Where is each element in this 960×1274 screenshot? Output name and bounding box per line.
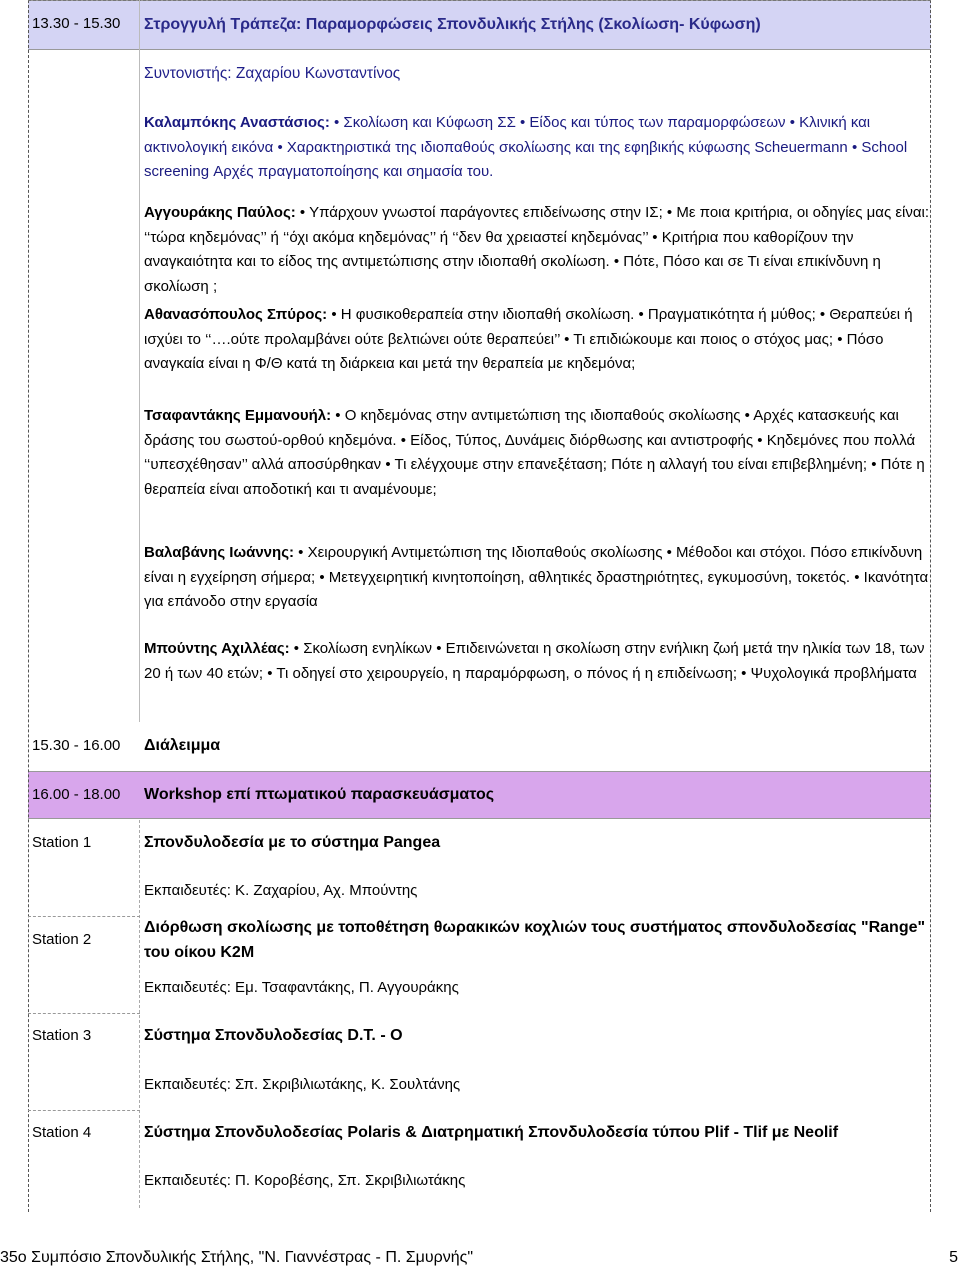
workshop-time: 16.00 - 18.00 <box>32 786 121 803</box>
talk-text: • Υπάρχουν γνωστοί παράγοντες επιδείνωσης στην ΙΣ; • Με ποια κριτήρια, οι οδηγίες μας είναι: ‘‘τώρα κηδεμόνας’’ ή ‘‘όχι ακόμα κηδεμόνας’’ ή ‘‘δεν θα χρειαστεί κηδεμόνας’’ • Κριτήρια που καθορίζουν την αναγκαιότητα και το είδος της αντιμετώπισης στην ιδιοπαθή σκολίωση. • Πότε, Πόσο και σε Τι είναι επικίνδυνη η σκολίωση ; <box>144 204 930 295</box>
talk-text: • Η φυσικοθεραπεία στην ιδιοπαθή σκολίωση. • Πραγματικότητα ή μύθος; • Θεραπεύει ή ισχύει το ‘‘….ούτε προλαμβάνει ούτε βελτιώνει ούτε θεραπεύει’’ • Τι επιδιώκουμε και ποιος ο στόχος μας; • Πόσο αναγκαία είναι η Φ/Θ κατά τη διάρκεια και μετά την θεραπεία με κηδεμόνα; <box>144 306 913 372</box>
station-divider <box>28 916 140 917</box>
talk-text: • Ο κηδεμόνας στην αντιμετώπιση της ιδιοπαθούς σκολίωσης • Αρχές κατασκευής και δράσης του σωστού-ορθού κηδεμόνα. • Είδος, Τύπος, Δυνάμεις διόρθωσης και αντιστροφής • Κηδεμόνες που πολλά ‘‘υπεσχέθησαν’’ αλλά αποσύρθηκαν • Τι ελέγχουμε στην επανεξέταση; Πότε η αλλαγή του είναι επιβεβλημένη; • Πότε η θεραπεία είναι αποδοτική και τι αναμένουμε; <box>144 407 925 498</box>
session-coordinator: Συντονιστής: Ζαχαρίου Κωνσταντίνος <box>144 65 401 82</box>
station-4-instructors: Εκπαιδευτές: Π. Κοροβέσης, Σπ. Σκριβιλιωτάκης <box>144 1172 466 1189</box>
talk-speaker: Καλαμπόκης Αναστάσιος: <box>144 114 330 131</box>
session-title: Στρογγυλή Τράπεζα: Παραμορφώσεις Σπονδυλικής Στήλης (Σκολίωση- Κύφωση) <box>144 16 761 33</box>
station-3-title: Σύστημα Σπονδυλοδεσίας D.T. - O <box>144 1027 403 1044</box>
talk-speaker: Αθανασόπουλος Σπύρος: <box>144 306 328 323</box>
talk-speaker: Βαλαβάνης Ιωάννης: <box>144 544 294 561</box>
talk-mpountis <box>144 637 930 686</box>
break-time: 15.30 - 16.00 <box>32 737 121 754</box>
talk-speaker: Μπούντης Αχιλλέας: <box>144 640 290 657</box>
talk-athanasopoulos <box>144 303 930 377</box>
talk-text: • Σκολίωση ενηλίκων • Επιδεινώνεται η σκολίωση στην ενήλικη ζωή μετά την ηλικία των 18, των 20 ή των 40 ετών; • Τι οδηγεί στο χειρουργείο, η παραμόρφωση, ο πόνος ή η επιδείνωση; • Ψυχολογικά προβλήματα <box>144 640 925 682</box>
station-4-title: Σύστημα Σπονδυλοδεσίας Polaris & Διατρηματική Σπονδυλοδεσία τύπου Plif - Tlif με Neolif <box>144 1124 839 1141</box>
break-title: Διάλειμμα <box>144 737 221 754</box>
talk-speaker: Τσαφαντάκης Εμμανουήλ: <box>144 407 332 424</box>
station-1-instructors: Εκπαιδευτές: Κ. Ζαχαρίου, Αχ. Μπούντης <box>144 882 418 899</box>
station-divider <box>28 1013 140 1014</box>
talk-kalampokis <box>144 111 930 185</box>
talk-tsafantakis <box>144 404 930 502</box>
footer-text: 35ο Συμπόσιο Σπονδυλικής Στήλης, "Ν. Γιαννέστρας - Π. Σμυρνής" <box>0 1249 474 1266</box>
station-2-instructors: Εκπαιδευτές: Εμ. Τσαφαντάκης, Π. Αγγουράκης <box>144 979 459 996</box>
station-2-title: Διόρθωση σκολίωσης με τοποθέτηση θωρακικών κοχλιών τους συστήματος σπονδυλοδεσίας "Range" του οίκου K2M <box>144 919 926 961</box>
station-4-label: Station 4 <box>32 1124 92 1141</box>
top-border <box>28 0 931 2</box>
page-footer <box>0 1246 960 1270</box>
talk-text: • Χειρουργική Αντιμετώπιση της Ιδιοπαθούς σκολίωσης • Μέθοδοι και στόχοι. Πόσο επικίνδυνη είναι η εγχείρηση σήμερα; • Μετεγχειρητική κινητοποίηση, αθλητικές δραστηριότητες, εγκυμοσύνη, τοκετός. • Ικανότητα για επάνοδο στην εργασία <box>144 544 929 610</box>
station-divider <box>28 1110 140 1111</box>
station-1-title: Σπονδυλοδεσία με το σύστημα Pangea <box>144 834 441 851</box>
station-1-label: Station 1 <box>32 834 92 851</box>
session-time: 13.30 - 15.30 <box>32 15 121 32</box>
workshop-title: Workshop επί πτωματικού παρασκευάσματος <box>144 786 495 803</box>
station-3-label: Station 3 <box>32 1027 92 1044</box>
column-divider <box>139 0 140 722</box>
station-2-label: Station 2 <box>32 931 92 948</box>
talk-speaker: Αγγουράκης Παύλος: <box>144 204 296 221</box>
talk-valavanis <box>144 541 930 615</box>
station-3-instructors: Εκπαιδευτές: Σπ. Σκριβιλιωτάκης, Κ. Σουλτάνης <box>144 1076 461 1093</box>
talk-text: • Σκολίωση και Κύφωση ΣΣ • Είδος και τύπος των παραμορφώσεων • Κλινική και ακτινολογική εικόνα • Χαρακτηριστικά της ιδιοπαθούς σκολίωσης και της εφηβικής κύφωσης Scheuermann • School screening Αρχές πραγματοποίησης και σημασία του. <box>144 114 908 180</box>
station-column-divider <box>139 820 140 1208</box>
talk-angourakis <box>144 201 930 299</box>
page-number: 5 <box>949 1249 958 1266</box>
